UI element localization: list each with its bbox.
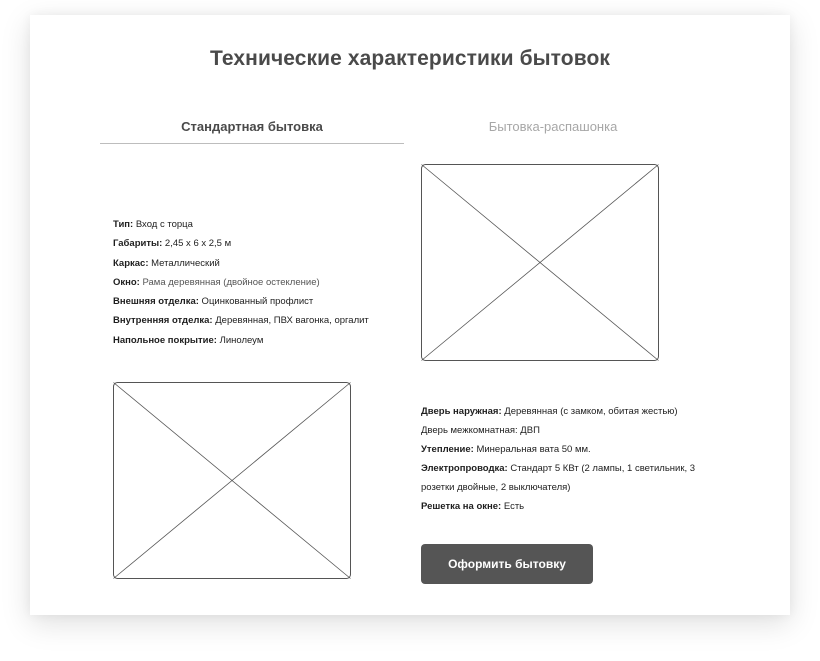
spec-row-type: Тип: Вход с торца [113,219,193,230]
page-title: Технические характеристики бытовок [210,47,610,70]
order-button[interactable]: Оформить бытовку [421,544,593,584]
spec-row-interior: Внутренняя отделка: Деревянная, ПВХ вагонка, оргалит [113,315,369,327]
spec-row-dimensions: Габариты: 2,45 х 6 х 2,5 м [113,238,232,250]
image-placeholder-standard [113,382,351,579]
image-placeholder-raspashonka [421,164,659,361]
spec-row-flooring: Напольное покрытие: Линолеум [113,334,264,346]
tab-standard[interactable]: Стандартная бытовка [100,119,404,144]
tab-raspashonka[interactable]: Бытовка-распашонка [488,119,618,134]
specs-list-standard [113,215,413,350]
spec-row-window: Окно: Рама деревянная (двойное остекление) [113,276,320,288]
spec-row-insulation: Утепление: Минеральная вата 50 мм. [421,444,591,455]
spec-row-exterior: Внешняя отделка: Оцинкованный профлист [113,296,314,308]
spec-row-outer-door: Дверь наружная: Деревянная (с замком, обитая жестью) [421,406,678,417]
specs-card [30,15,790,615]
specs-list-raspashonka [421,402,721,516]
spec-row-inner-door: Дверь межкомнатная: ДВП [421,425,540,436]
spec-row-frame: Каркас: Металлический [113,257,220,269]
spec-row-window-grate: Решетка на окне: Есть [421,501,525,512]
spec-row-wiring: Электропроводка: Стандарт 5 КВт (2 лампы, 1 светильник, 3 розетки двойные, 2 выключателя) [421,463,696,493]
